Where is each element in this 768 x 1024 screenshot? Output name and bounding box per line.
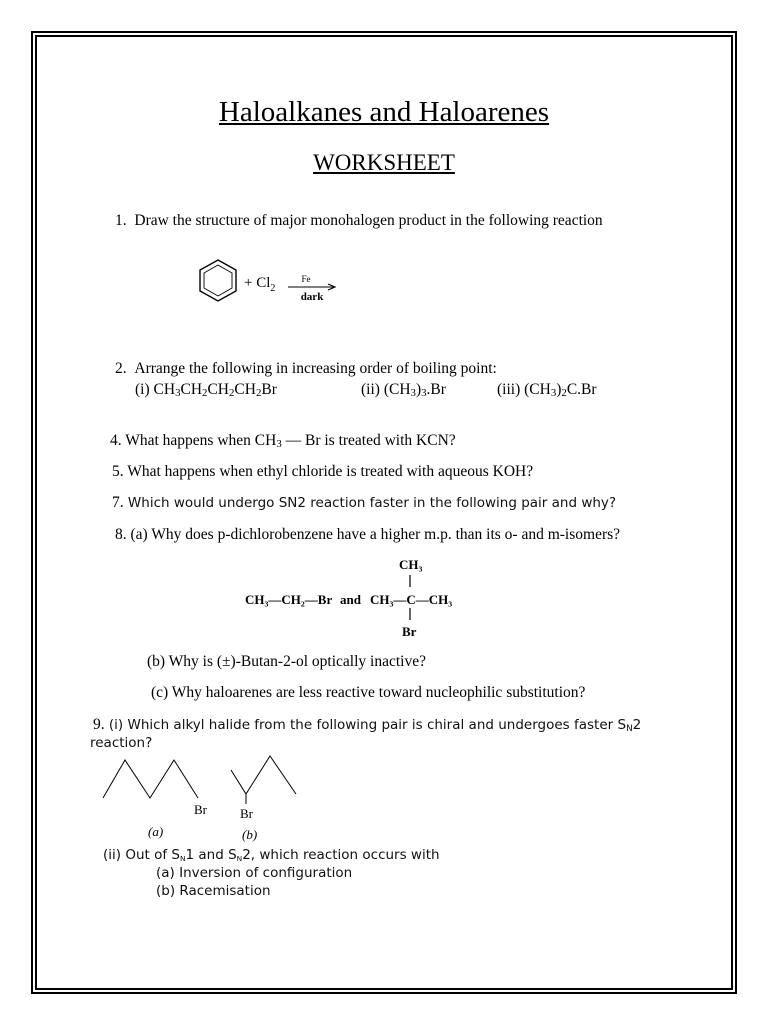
ch3-top: CH₃	[399, 557, 423, 572]
question-1: 1. Draw the structure of major monohalogen product in the following reaction	[115, 212, 603, 229]
q2-option-2: (ii) $(CH_3)_3.Br$	[361, 381, 446, 399]
structure-b	[231, 756, 296, 842]
question-8b: (b) Why is (±)-Butan-2-ol optically inactive?	[147, 653, 426, 670]
and-label: and	[340, 592, 361, 607]
structure-ethyl-bromide: CH₃—CH₂—Br	[245, 592, 333, 607]
question-5: 5. What happens when ethyl chloride is treated with aqueous KOH?	[112, 463, 534, 480]
q9-structures	[98, 752, 308, 847]
page-subtitle: WORKSHEET	[313, 150, 455, 175]
q9-option-a: (a) Inversion of configuration	[156, 865, 353, 881]
benzene-chlorination-reaction	[196, 256, 346, 312]
structure-a	[103, 760, 208, 839]
reagent-cl2: + $Cl_2$	[244, 275, 276, 294]
q2-option-3: (iii) $(CH_3)_2C.Br$	[497, 381, 597, 399]
svg-text:(b): (b)	[242, 827, 258, 842]
svg-text:Br: Br	[240, 806, 253, 821]
question-8a: 8. (a) Why does p-dichlorobenzene have a higher m.p. than its o- and m-isomers?	[115, 526, 621, 543]
q9-option-b: (b) Racemisation	[156, 883, 271, 899]
svg-text:(a): (a)	[148, 824, 164, 839]
question-9-part-i: 9. (i) Which alkyl halide from the following pair is chiral and undergoes faster $S_N2$	[93, 716, 642, 734]
question-7: 7. Which would undergo SN2 reaction faster in the following pair and why?	[112, 494, 617, 511]
condition-label: dark	[300, 291, 324, 303]
question-2: 2. Arrange the following in increasing order of boiling point:	[115, 360, 497, 377]
q2-option-1: (i) $CH_3CH_2CH_2CH_2Br$	[135, 381, 277, 399]
svg-text:Br: Br	[194, 802, 207, 817]
br-bottom: Br	[402, 624, 417, 639]
question-9-line-2: reaction?	[90, 735, 153, 751]
question-4: 4. What happens when $CH_3$ — Br is treated with KCN?	[110, 432, 456, 450]
benzene-ring-icon	[200, 260, 236, 301]
structure-tert-butyl: CH₃—C—CH₃	[370, 592, 453, 607]
page-title: Haloalkanes and Haloarenes	[218, 96, 550, 128]
question-8c: (c) Why haloarenes are less reactive toward nucleophilic substitution?	[151, 684, 586, 701]
question-9-part-ii: (ii) Out of $S_N1$ and $S_N2$, which reaction occurs with	[103, 847, 440, 863]
catalyst-label: Fe	[301, 274, 311, 284]
q7-structures	[240, 552, 480, 644]
